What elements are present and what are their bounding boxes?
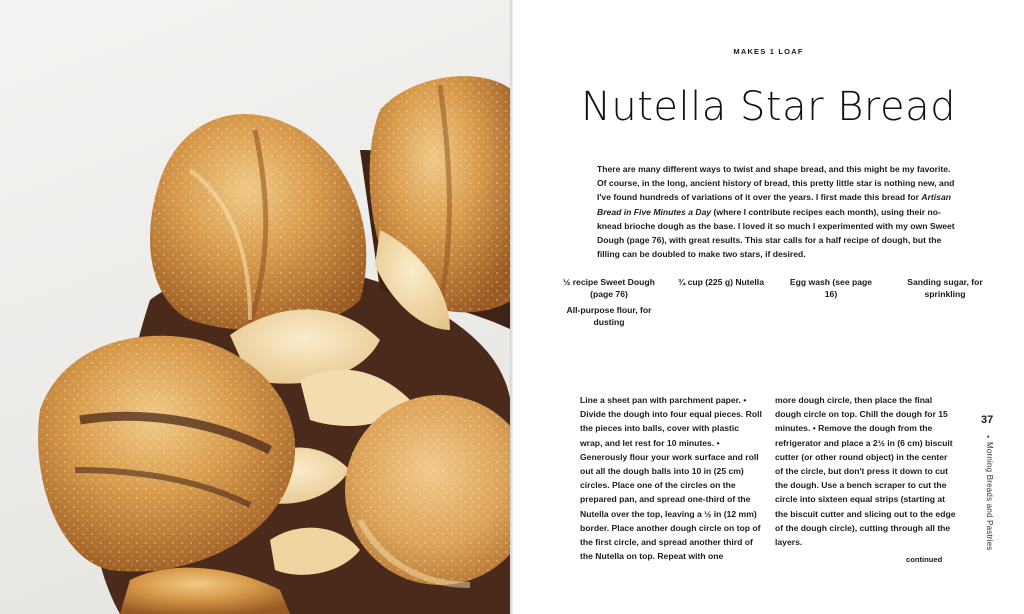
ingredient-item: Egg wash (see page 16) <box>789 277 873 299</box>
running-head: Morning Breads and Pastries <box>985 442 994 551</box>
intro-text-1: There are many different ways to twist and shape bread, and this might be my favorite. Of course, in the long, ancient history of bread, this pretty little star is nothing new, and I've found hundreds of variations of it over the years. I first made this bread for <box>597 164 955 203</box>
separator-dot: • <box>987 434 990 441</box>
method-column-1: Line a sheet pan with parchment paper. • Divide the dough into four equal pieces. Roll the pieces into balls, cover with plastic wrap, and let rest for 10 minutes. • Generously flour your work surface and roll out all the dough balls into 10 in (25 cm) circles. Place one of the circles on the prepared pan, and spread one-third of the Nutella over the top, leaving a ½ in (12 mm) border. Place another dough circle on top of the first circle, and spread another third of the Nutella on top. Repeat with one <box>580 395 762 562</box>
page-number: 37 <box>981 414 994 426</box>
intro-text-2: (where I contribute recipes each month), using their no-knead brioche dough as the base. I loved it so much I experimented with my own Sweet Dough (page 76), with great results. This star calls for a half recipe of dough, but the filling can be doubled to make two stars, if desired. <box>597 206 955 260</box>
recipe-yield: MAKES 1 LOAF <box>733 47 804 56</box>
continued-label: continued <box>906 555 943 564</box>
ingredient-item: ½ recipe Sweet Dough (page 76) <box>563 277 655 299</box>
ingredient-item: All-purpose flour, for dusting <box>566 305 652 327</box>
method-column-2: more dough circle, then place the final dough circle on top. Chill the dough for 15 minutes. • Remove the dough from the refrigerator and place a 2½ in (6 cm) biscuit cutter (or other round object) in the center of the circle, but don't press it down to cut the dough. Use a bench scraper to cut the circle into sixteen equal strips (starting at the biscuit cutter and slicing out to the edge of the dough circle), cutting through all the layers. <box>775 395 956 548</box>
ingredient-item: Sanding sugar, for sprinkling <box>907 277 983 299</box>
recipe-page <box>513 0 1024 614</box>
book-title: Artisan Bread in Five Minutes a Day <box>597 192 951 217</box>
ingredient-item: ¾ cup (225 g) Nutella <box>678 277 764 287</box>
recipe-title: Nutella Star Bread <box>580 84 957 130</box>
recipe-intro <box>597 162 957 261</box>
